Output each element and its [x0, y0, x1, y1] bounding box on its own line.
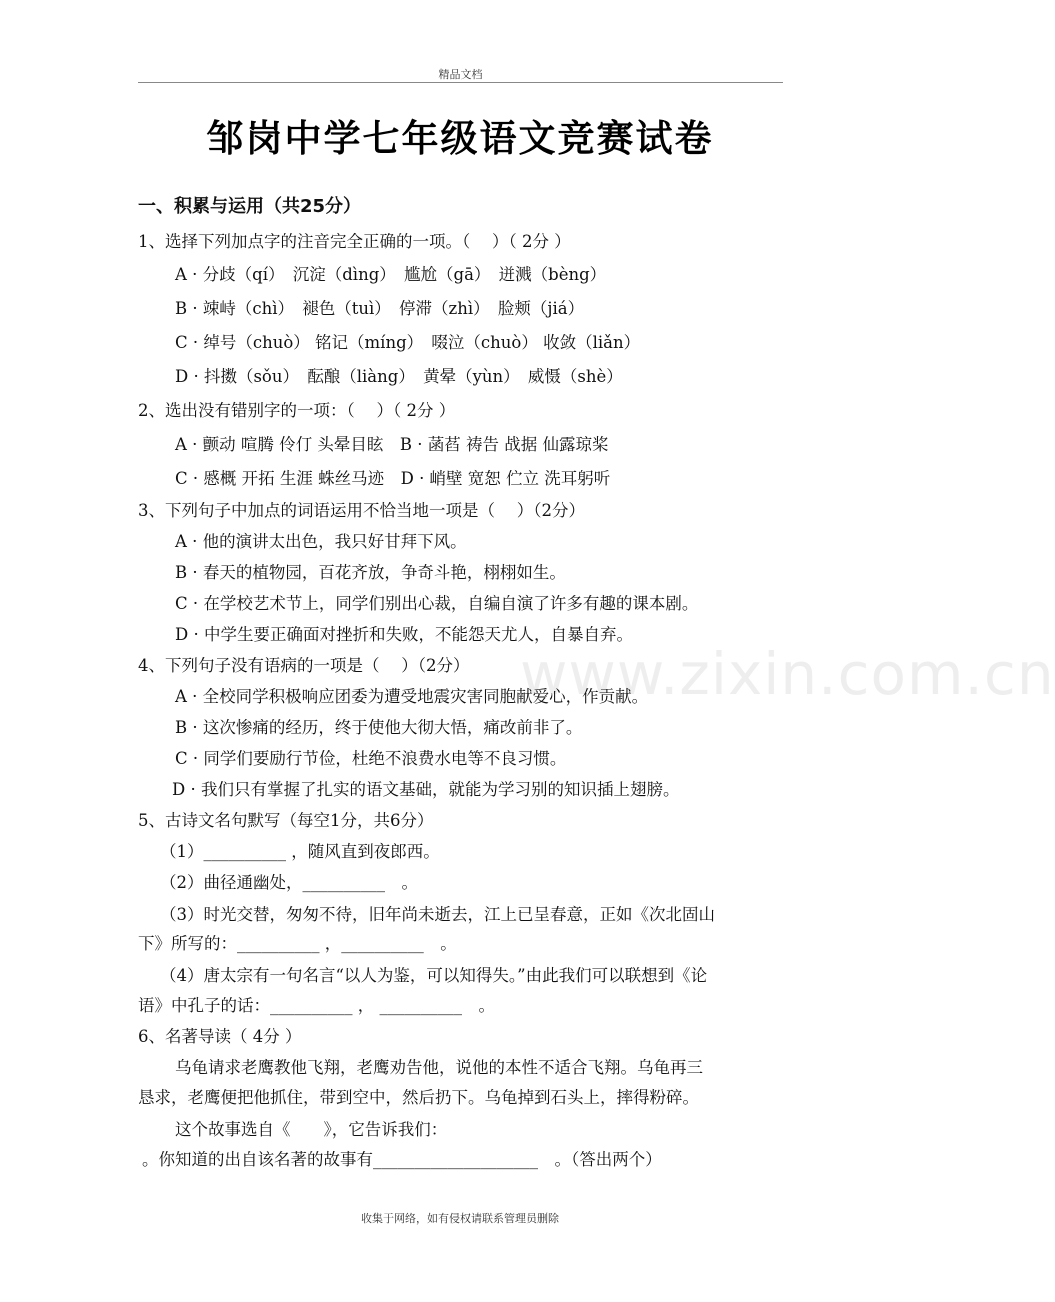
header-divider: [138, 82, 783, 83]
watermark: www.zixin.com.cn: [520, 640, 1055, 708]
q5-item-1: （1）__________ ，随风直到夜郎西。: [160, 842, 440, 861]
question-1: 1、选择下列加点字的注音完全正确的一项。（ ）（ 2分 ）: [138, 232, 571, 251]
q3-option-c: C · 在学校艺术节上，同学们别出心裁，自编自演了许多有趣的课本剧。: [175, 594, 699, 613]
question-3: 3、下列句子中加点的词语运用不恰当地一项是（ ）（2分）: [138, 501, 585, 520]
q4-option-b: B · 这次惨痛的经历，终于使他大彻大悟，痛改前非了。: [175, 718, 583, 737]
q5-item-4: （4）唐太宗有一句名言“以人为鉴，可以知得失。”由此我们可以联想到《论: [160, 966, 708, 985]
q5-item-3: （3）时光交替，匆匆不待，旧年尚未逝去，江上已呈春意，正如《次北固山: [160, 905, 715, 924]
q4-option-c: C · 同学们要励行节俭，杜绝不浪费水电等不良习惯。: [175, 749, 567, 768]
q6-prompt: 这个故事选自《 》，它告诉我们：: [175, 1120, 448, 1139]
q6-passage-2: 恳求，老鹰便把他抓住，带到空中，然后扔下。乌龟掉到石头上，摔得粉碎。: [138, 1088, 699, 1107]
q4-option-a: A · 全校同学积极响应团委为遭受地震灾害同胞献爱心，作贡献。: [175, 687, 649, 706]
q5-item-4-cont: 语》中孔子的话：__________ ， __________ 。: [138, 996, 495, 1015]
q1-option-b: B · 竦峙（chì） 褪色（tuì） 停滞（zhì） 脸颊（jiá）: [175, 299, 585, 318]
page-footer: 收集于网络，如有侵权请联系管理员删除: [361, 1212, 559, 1225]
q5-item-3-cont: 下》所写的：__________ ，__________ 。: [138, 934, 457, 953]
question-2: 2、选出没有错别字的一项：（ ）（ 2分 ）: [138, 401, 456, 420]
q1-option-c: C · 绰号（chuò） 铭记（míng） 啜泣（chuò） 收敛（liǎn）: [175, 333, 641, 352]
q2-options-cd: C · 慼概 开拓 生涯 蛛丝马迹 D · 峭壁 宽恕 伫立 洗耳躬听: [175, 469, 611, 488]
q6-passage-1: 乌龟请求老鹰教他飞翔，老鹰劝告他，说他的本性不适合飞翔。乌龟再三: [175, 1058, 703, 1077]
q6-prompt-cont: 。你知道的出自该名著的故事有____________________ 。（答出两个）: [142, 1150, 662, 1169]
q2-options-ab: A · 颤动 喧腾 伶仃 头晕目眩 B · 菡萏 祷告 战据 仙露琼桨: [175, 435, 609, 454]
q4-option-d: D · 我们只有掌握了扎实的语文基础，就能为学习别的知识插上翅膀。: [172, 780, 680, 799]
question-4: 4、下列句子没有语病的一项是（ ）（2分）: [138, 656, 470, 675]
q3-option-a: A · 他的演讲太出色，我只好甘拜下风。: [175, 532, 467, 551]
exam-title: 邹岗中学七年级语文竞赛试卷: [206, 117, 714, 160]
question-6: 6、名著导读（ 4分 ）: [138, 1027, 302, 1046]
question-5: 5、古诗文名句默写（每空1分，共6分）: [138, 811, 434, 830]
page-header: 精品文档: [438, 68, 483, 81]
q3-option-d: D · 中学生要正确面对挫折和失败，不能怨天尤人，自暴自弃。: [175, 625, 633, 644]
q1-option-a: A · 分歧（qí） 沉淀（dìng） 尴尬（gā） 迸溅（bèng）: [175, 265, 607, 284]
q1-option-d: D · 抖擞（sǒu） 酝酿（liàng） 黄晕（yùn） 威慑（shè）: [175, 367, 623, 386]
q3-option-b: B · 春天的植物园，百花齐放，争奇斗艳，栩栩如生。: [175, 563, 566, 582]
q5-item-2: （2）曲径通幽处，__________ 。: [160, 873, 418, 892]
section-heading: 一、积累与运用（共25分）: [138, 196, 362, 217]
